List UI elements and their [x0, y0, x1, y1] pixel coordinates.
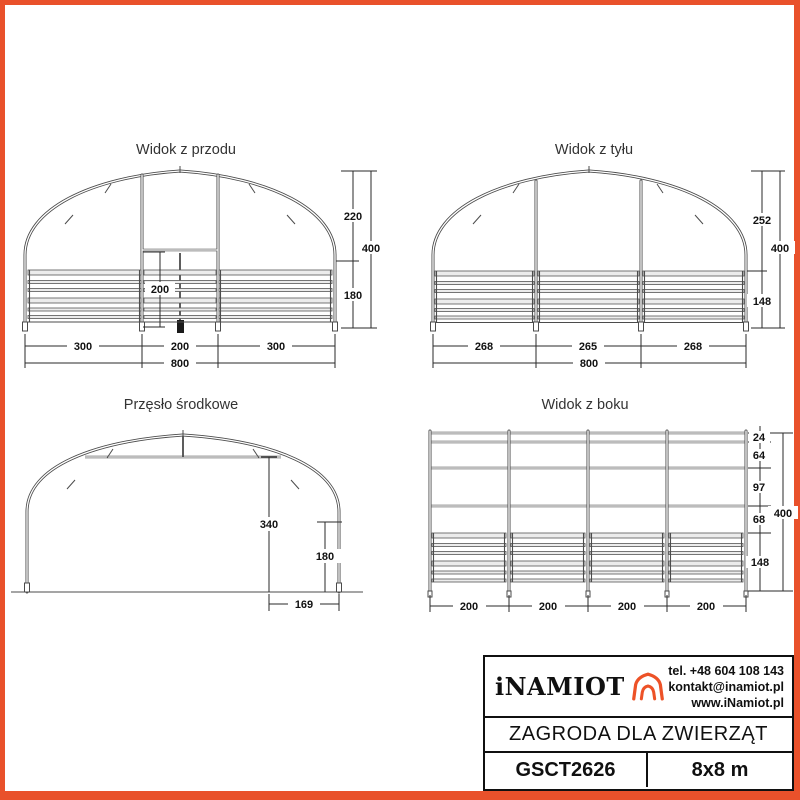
- dim-rear-268-left: 268: [474, 341, 494, 353]
- contact-info: [668, 663, 784, 711]
- front-view-title: Widok z przodu: [136, 142, 236, 158]
- dim-side-97: 97: [752, 482, 766, 494]
- dim-side-64: 64: [752, 450, 766, 462]
- rear-arch-joint-marks: [473, 166, 703, 224]
- middle-dimension-labels: [253, 517, 341, 611]
- dim-rear-800: 800: [579, 358, 599, 370]
- rear-feet: [431, 322, 749, 331]
- rear-dimension-lines: [433, 171, 785, 368]
- phone-number: tel. +48 604 108 143: [668, 663, 784, 678]
- side-view-title: Widok z boku: [541, 397, 629, 413]
- title-block: [483, 655, 794, 791]
- dim-front-400: 400: [361, 243, 381, 255]
- email-address: kontakt@inamiot.pl: [668, 679, 784, 694]
- dim-front-180: 180: [343, 290, 363, 302]
- middle-span-title: Przęsło środkowe: [123, 397, 239, 413]
- side-posts: [430, 431, 746, 591]
- brand-logo: [495, 670, 668, 703]
- model-code: GSCT2626: [485, 753, 648, 787]
- dim-rear-148: 148: [752, 296, 772, 308]
- dim-side-bay4: 200: [696, 601, 716, 613]
- dim-front-300-right: 300: [266, 341, 286, 353]
- tent-logo-icon: [629, 670, 667, 703]
- dim-front-800: 800: [170, 358, 190, 370]
- website-url: www.iNamiot.pl: [691, 695, 784, 710]
- middle-arch: [27, 435, 339, 592]
- middle-span-drawing: [5, 385, 405, 625]
- middle-dimension-lines: [261, 457, 342, 611]
- dim-front-200-center: 200: [170, 341, 190, 353]
- rear-fence-rails: [435, 271, 744, 323]
- dim-front-door-200: 200: [150, 284, 170, 296]
- product-name-row: [485, 718, 792, 753]
- title-block-header-row: [485, 657, 792, 718]
- middle-feet: [25, 583, 342, 592]
- side-view-drawing: [405, 385, 800, 625]
- dim-front-300-left: 300: [73, 341, 93, 353]
- brand-name: iNAMIOT: [495, 671, 625, 701]
- dim-middle-180: 180: [315, 551, 335, 563]
- rear-view-drawing: [405, 130, 800, 380]
- dim-side-400: 400: [773, 508, 793, 520]
- side-dimension-lines: [430, 426, 793, 612]
- front-view-drawing: [5, 130, 405, 380]
- dim-side-24: 24: [752, 432, 766, 444]
- dim-rear-265-center: 265: [578, 341, 598, 353]
- dim-side-68: 68: [752, 514, 766, 526]
- model-size-row: [485, 753, 792, 787]
- dim-side-bay2: 200: [538, 601, 558, 613]
- dim-rear-268-right: 268: [683, 341, 703, 353]
- dim-rear-400: 400: [770, 243, 790, 255]
- front-dimension-lines: [25, 171, 377, 368]
- dim-side-bay3: 200: [617, 601, 637, 613]
- dim-middle-169: 169: [294, 599, 314, 611]
- product-name: ZAGRODA DLA ZWIERZĄT: [509, 723, 768, 745]
- product-size: 8x8 m: [691, 758, 749, 781]
- dim-side-bay1: 200: [459, 601, 479, 613]
- dim-front-220: 220: [343, 211, 363, 223]
- dim-middle-340: 340: [259, 519, 279, 531]
- dim-rear-252: 252: [752, 215, 772, 227]
- rear-view-title: Widok z tyłu: [554, 142, 634, 158]
- front-arch-joint-marks: [65, 166, 295, 224]
- dim-side-148: 148: [750, 557, 770, 569]
